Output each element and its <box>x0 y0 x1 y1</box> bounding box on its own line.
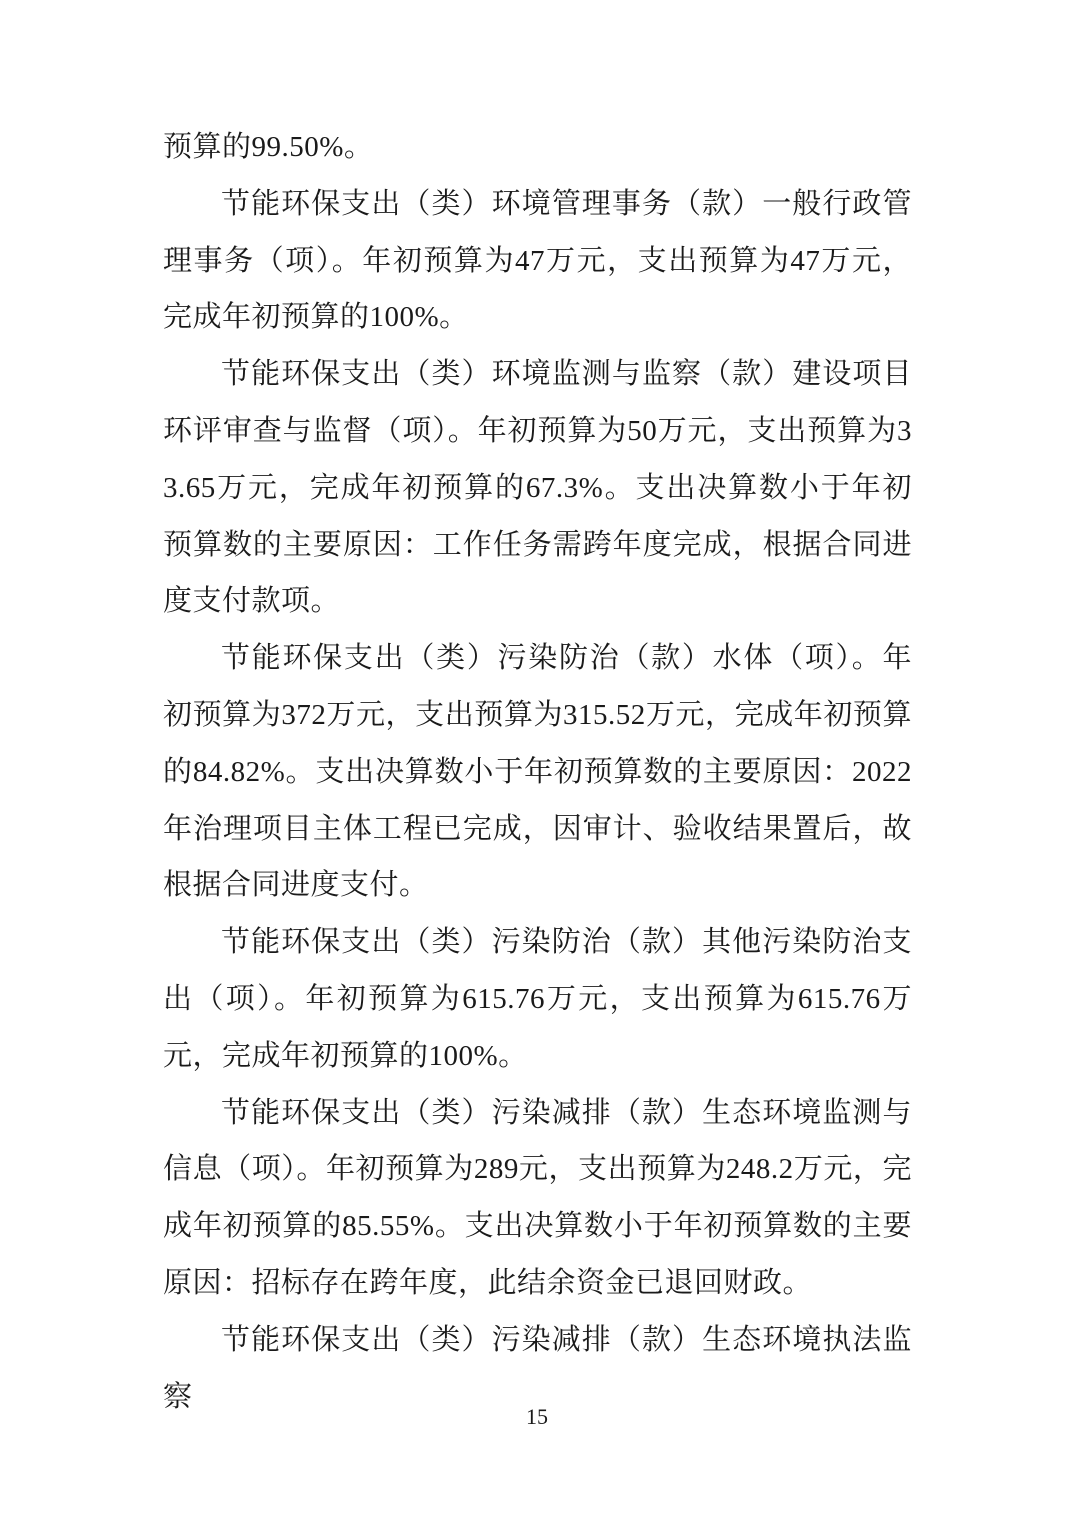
paragraph-continuation: 预算的99.50%。 <box>163 131 374 163</box>
paragraph-emission-reduction-monitoring: 节能环保支出（类）污染减排（款）生态环境监测与信息（项）。年初预算为289元，支出预算为248.2万元，完成年初预算的85.55%。支出决算数小于年初预算数的主要原因：招标存在跨年度，此结余资金已退回财政。 <box>163 1096 912 1299</box>
paragraph-env-management: 节能环保支出（类）环境管理事务（款）一般行政管理事务（项）。年初预算为47万元，支出预算为47万元，完成年初预算的100%。 <box>163 187 912 334</box>
document-body <box>163 119 912 1425</box>
paragraph-pollution-control-other: 节能环保支出（类）污染防治（款）其他污染防治支出（项）。年初预算为615.76万元，支出预算为615.76万元，完成年初预算的100%。 <box>163 926 912 1072</box>
paragraph-pollution-control-water: 节能环保支出（类）污染防治（款）水体（项）。年初预算为372万元，支出预算为315.52万元，完成年初预算的84.82%。支出决算数小于年初预算数的主要原因：2022年治理项目主体工程已完成，因审计、验收结果置后，故根据合同进度支付。 <box>163 642 912 902</box>
page-number: 15 <box>526 1404 548 1429</box>
paragraph-emission-reduction-enforcement: 节能环保支出（类）污染减排（款）生态环境执法监察 <box>163 1323 912 1413</box>
paragraph-env-monitoring: 节能环保支出（类）环境监测与监察（款）建设项目环评审查与监督（项）。年初预算为50万元，支出预算为33.65万元，完成年初预算的67.3%。支出决算数小于年初预算数的主要原因：工作任务需跨年度完成，根据合同进度支付款项。 <box>163 358 912 618</box>
